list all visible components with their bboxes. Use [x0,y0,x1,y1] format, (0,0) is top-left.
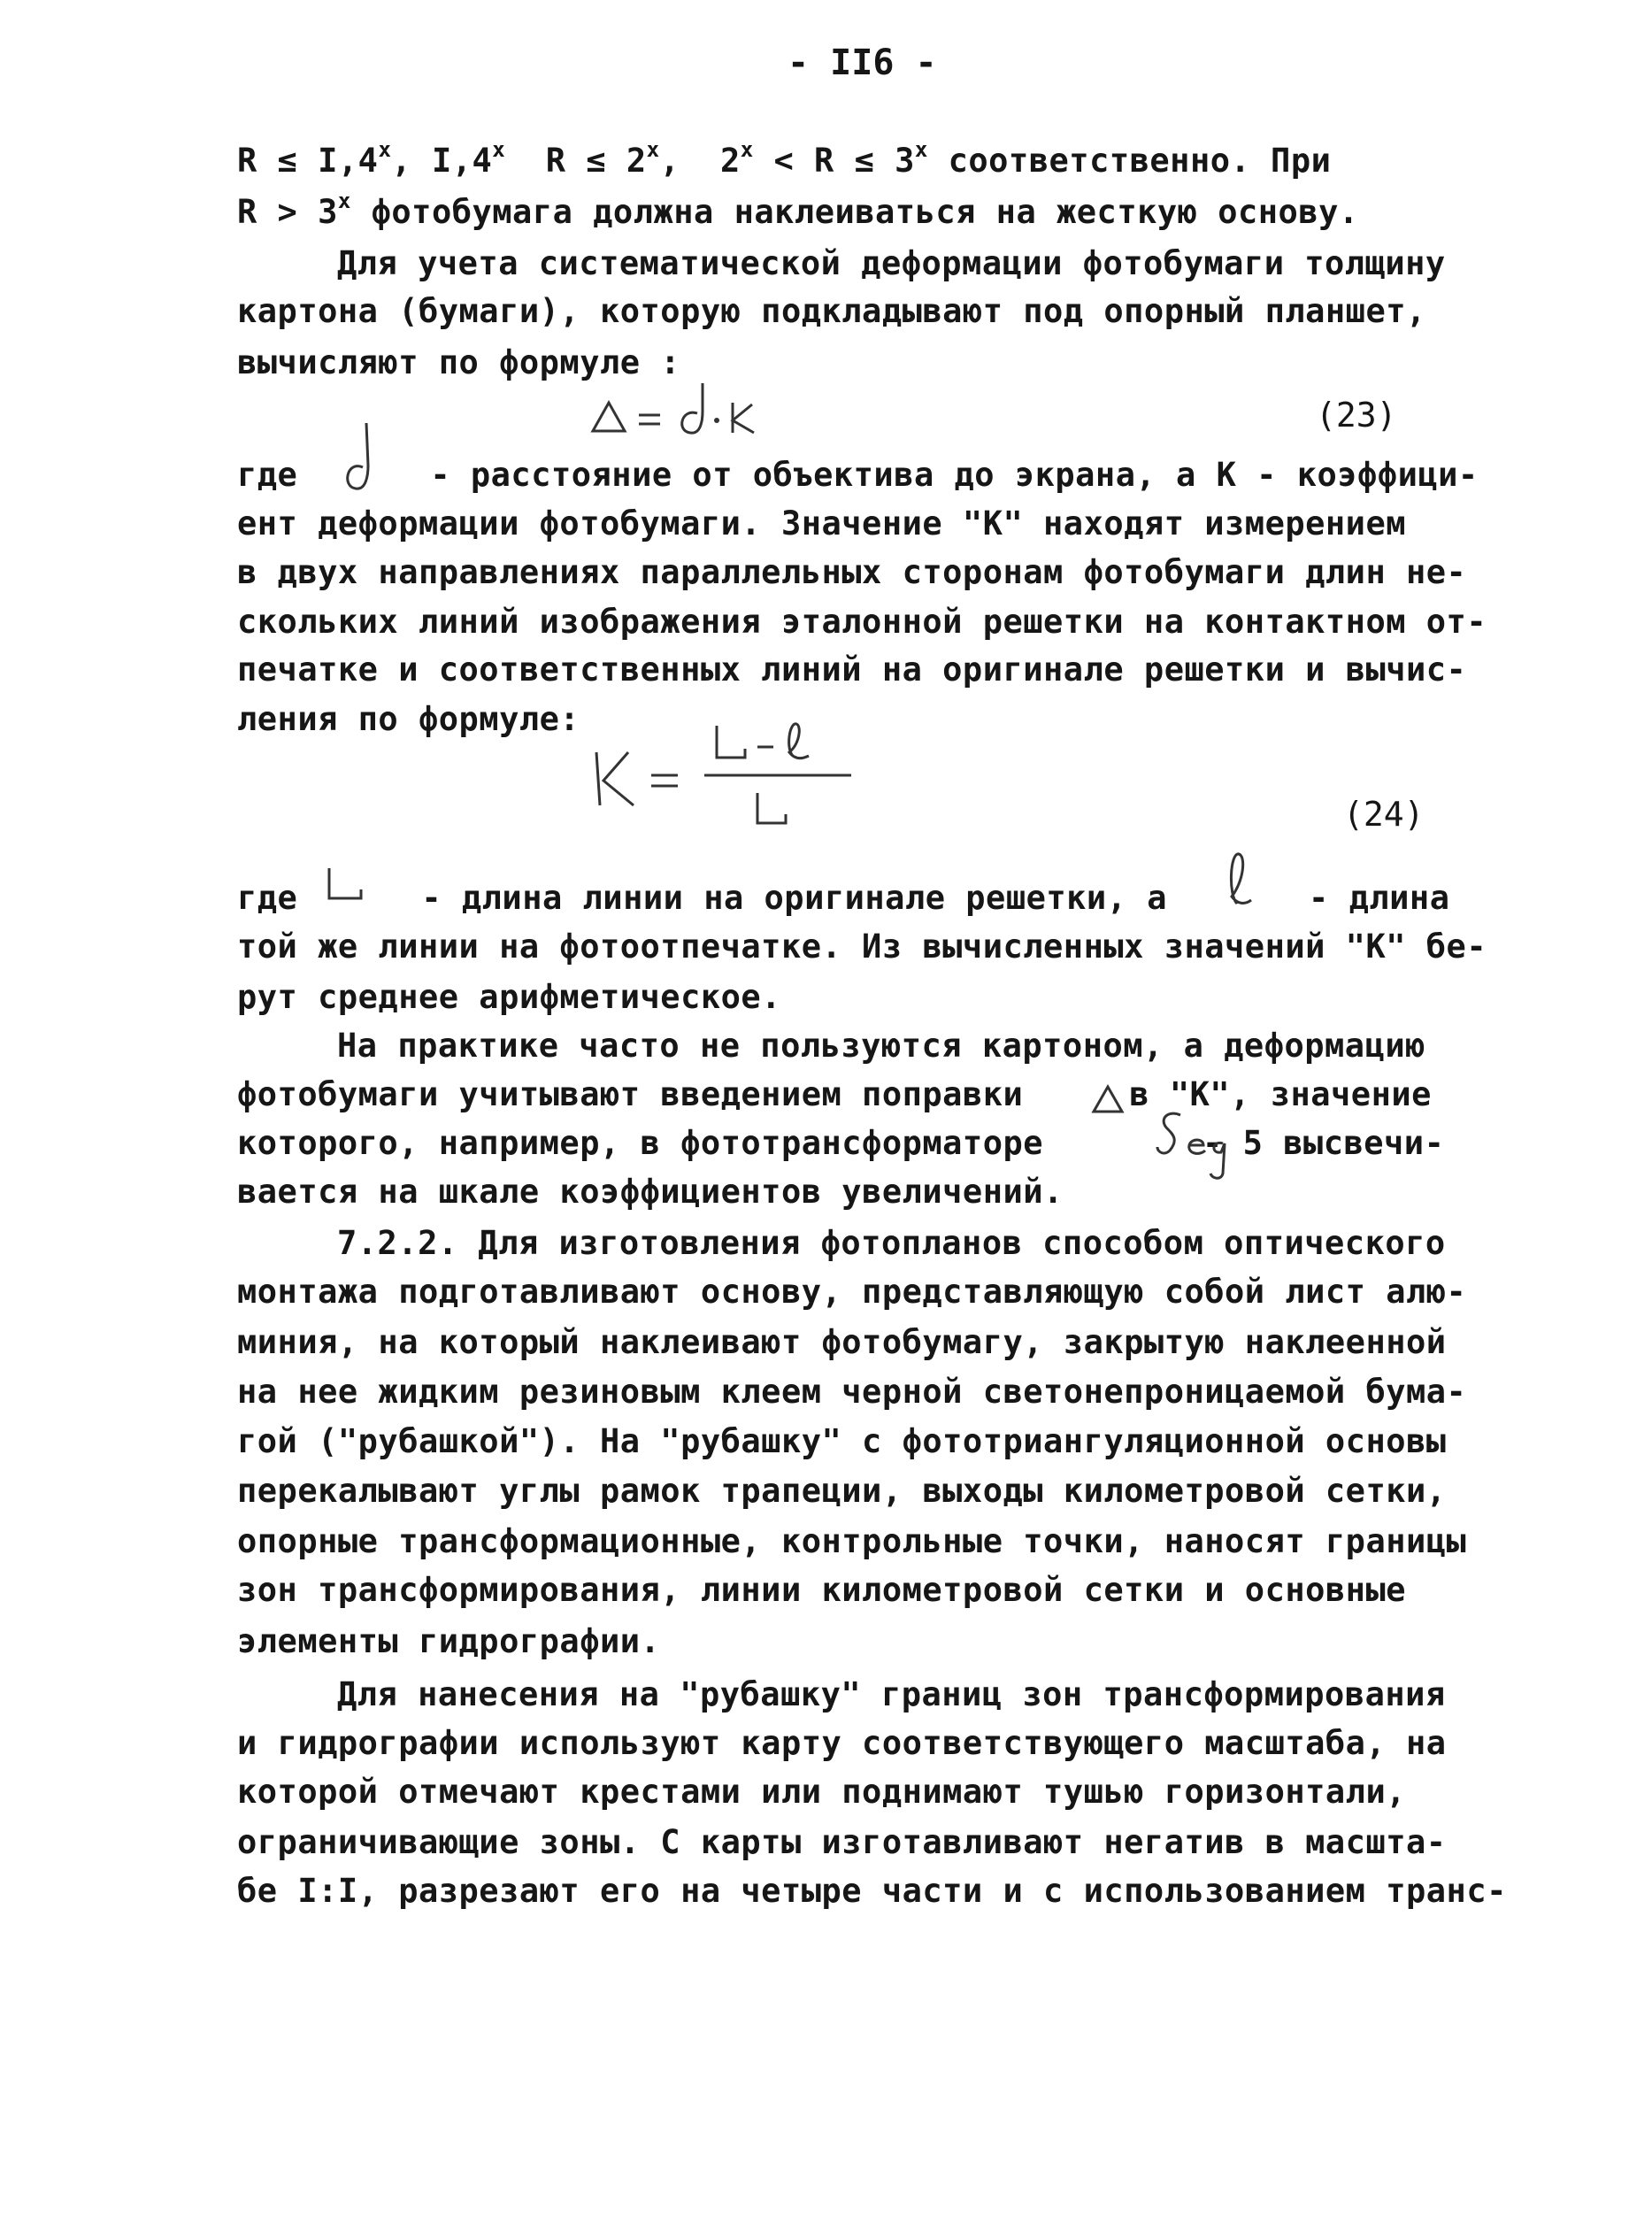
text-line: скольких линий изображения эталонной решетки на контактном от- [237,603,1487,641]
equation-number: (23) [1316,396,1397,435]
text-line: 7.2.2. Для изготовления фотопланов способом оптического [337,1224,1446,1262]
text-line: ления по формуле: [237,700,580,738]
text-line: $R \le I,4^x$, I,4$^x$ $R \le 2^x$, $2^x < R \le 3^x$ соответственно. При [237,136,1332,180]
text-line: миния, на который наклеивают фотобумагу, закрытую наклеенной [237,1323,1447,1361]
text-line: фотобумаги учитывают введением поправки в "К", значение [237,1075,1432,1113]
text-line: печатке и соответственных линий на оригинале решетки и вычис- [237,650,1467,689]
formula-23-handwritten [584,376,814,443]
text-line: Для нанесения на "рубашку" границ зон трансформирования [337,1675,1446,1713]
text-line: вается на шкале коэффициентов увеличений. [237,1173,1064,1211]
handwritten-l [1212,845,1265,916]
text-line: опорные трансформационные, контрольные точки, наносят границы [237,1522,1467,1560]
text-line: рут среднее арифметическое. [237,978,781,1016]
text-line: и гидрографии используют карту соответствующего масштаба, на [237,1724,1447,1762]
text-line: Для учета систематической деформации фотобумаги толщину [337,244,1446,282]
handwritten-L [320,863,382,916]
text-line: вычисляют по формуле : [237,343,681,381]
text-line: в двух направлениях параллельных сторонам фотобумаги длин не- [237,553,1467,591]
text-line: которой отмечают крестами или поднимают тушью горизонтали, [237,1773,1407,1811]
equation-number: (24) [1343,795,1425,834]
text-line: ент деформации фотобумаги. Значение "К" находят измерением [237,504,1407,543]
text-line: картона (бумаги), которую подкладывают под опорный планшет, [237,292,1426,330]
handwritten-d [336,416,380,496]
text-line: гой ("рубашкой"). На "рубашку" с фототриангуляционной основы [237,1422,1447,1460]
text-line: $R > 3^x$ фотобумага должна наклеиваться на жесткую основу. [237,188,1359,231]
text-line: бе I:I, разрезают его на четыре части и с использованием транс- [237,1872,1507,1910]
text-line: где - длина линии на оригинале решетки, а - длина [237,879,1450,917]
formula-24-handwritten [584,717,867,841]
page-number: - II6 - [788,42,937,83]
text-line: элементы гидрографии. [237,1622,661,1660]
text-line: на нее жидким резиновым клеем черной светонепроницаемой бума- [237,1373,1467,1411]
text-line: На практике часто не пользуются картоном, а деформацию [337,1027,1425,1065]
text-line: которого, например, в фототрансформаторе - 5 высвечи- [237,1124,1445,1162]
text-line: где - расстояние от объектива до экрана, а К - коэффици- [237,456,1479,494]
text-line: той же линии на фотоотпечатке. Из вычисленных значений "К" бе- [237,927,1487,966]
text-line: ограничивающие зоны. С карты изготавливают негатив в масшта- [237,1823,1447,1861]
handwritten-seg [1150,1104,1239,1184]
handwritten-delta [1088,1080,1133,1120]
text-line: зон трансформирования, линии километровой сетки и основные [237,1571,1407,1609]
text-line: монтажа подготавливают основу, представляющую собой лист алю- [237,1273,1467,1311]
text-line: перекалывают углы рамок трапеции, выходы километровой сетки, [237,1472,1447,1510]
